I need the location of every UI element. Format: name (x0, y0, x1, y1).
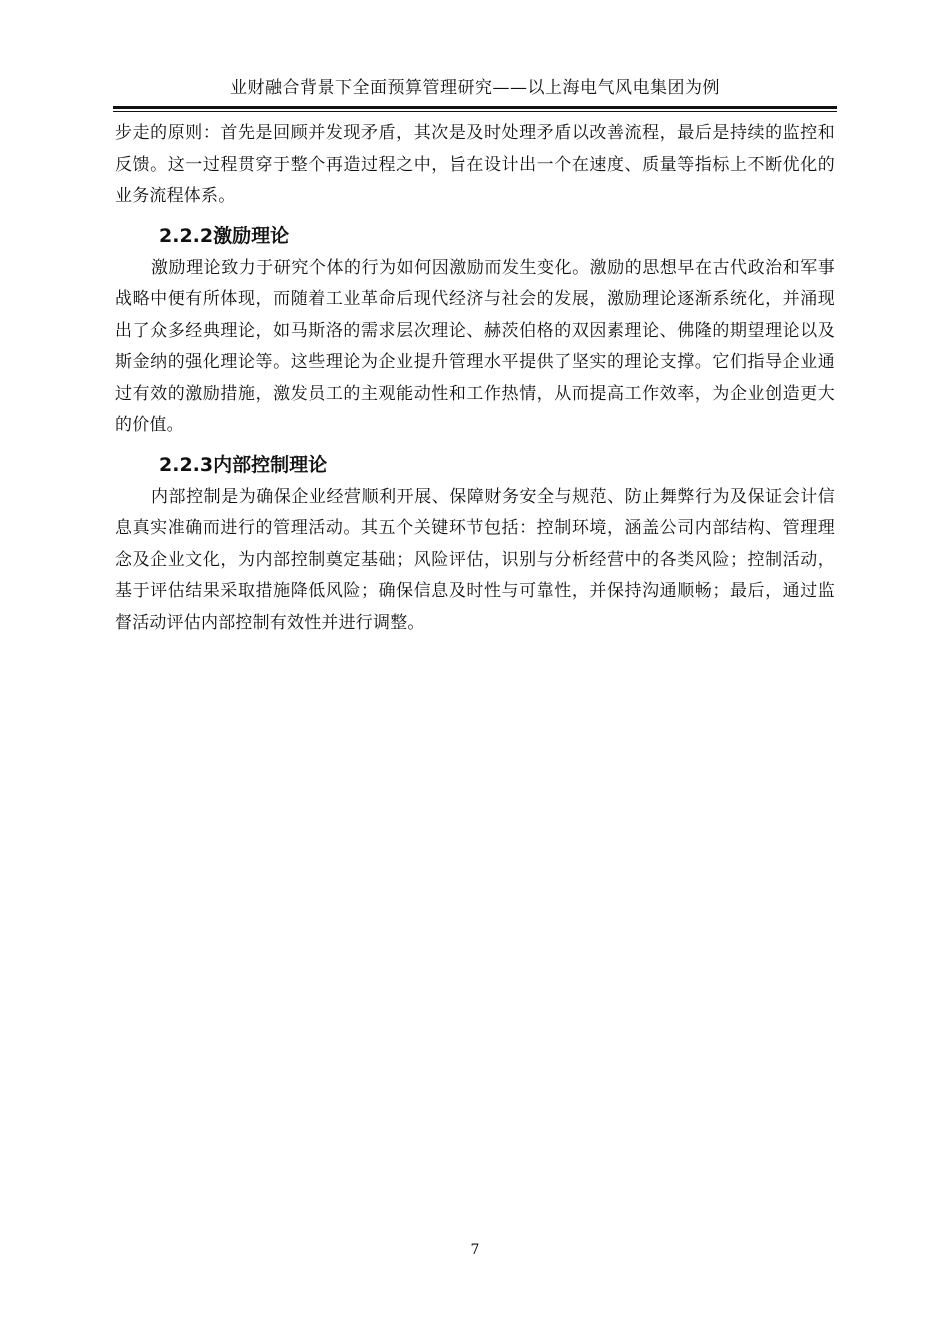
section-heading-2-2-3: 2.2.3内部控制理论 (159, 453, 328, 476)
page-body (115, 118, 835, 639)
header-rule-thin (113, 111, 837, 112)
header-rule-thick (113, 106, 837, 109)
page-number: 7 (470, 1242, 480, 1258)
continued-paragraph: 步走的原则：首先是回顾并发现矛盾，其次是及时处理矛盾以改善流程，最后是持续的监控和反馈。这一过程贯穿于整个再造过程之中，旨在设计出一个在速度、质量等指标上不断优化的业务流程体系。 (115, 123, 835, 206)
section-paragraph-2-2-2: 激励理论致力于研究个体的行为如何因激励而发生变化。激励的思想早在古代政治和军事战略中便有所体现，而随着工业革命后现代经济与社会的发展，激励理论逐渐系统化，并涌现出了众多经典理论，如马斯洛的需求层次理论、赫茨伯格的双因素理论、佛隆的期望理论以及斯金纳的强化理论等。这些理论为企业提升管理水平提供了坚实的理论支撑。它们指导企业通过有效的激励措施，激发员工的主观能动性和工作热情，从而提高工作效率，为企业创造更大的价值。 (115, 257, 835, 435)
section-paragraph-2-2-3: 内部控制是为确保企业经营顺利开展、保障财务安全与规范、防止舞弊行为及保证会计信息真实准确而进行的管理活动。其五个关键环节包括：控制环境，涵盖公司内部结构、管理理念及企业文化，为内部控制奠定基础；风险评估，识别与分析经营中的各类风险；控制活动，基于评估结果采取措施降低风险；确保信息及时性与可靠性，并保持沟通顺畅；最后，通过监督活动评估内部控制有效性并进行调整。 (115, 486, 835, 633)
section-heading-2-2-2: 2.2.2激励理论 (159, 224, 290, 247)
running-header: 业财融合背景下全面预算管理研究——以上海电气风电集团为例 (230, 78, 720, 98)
